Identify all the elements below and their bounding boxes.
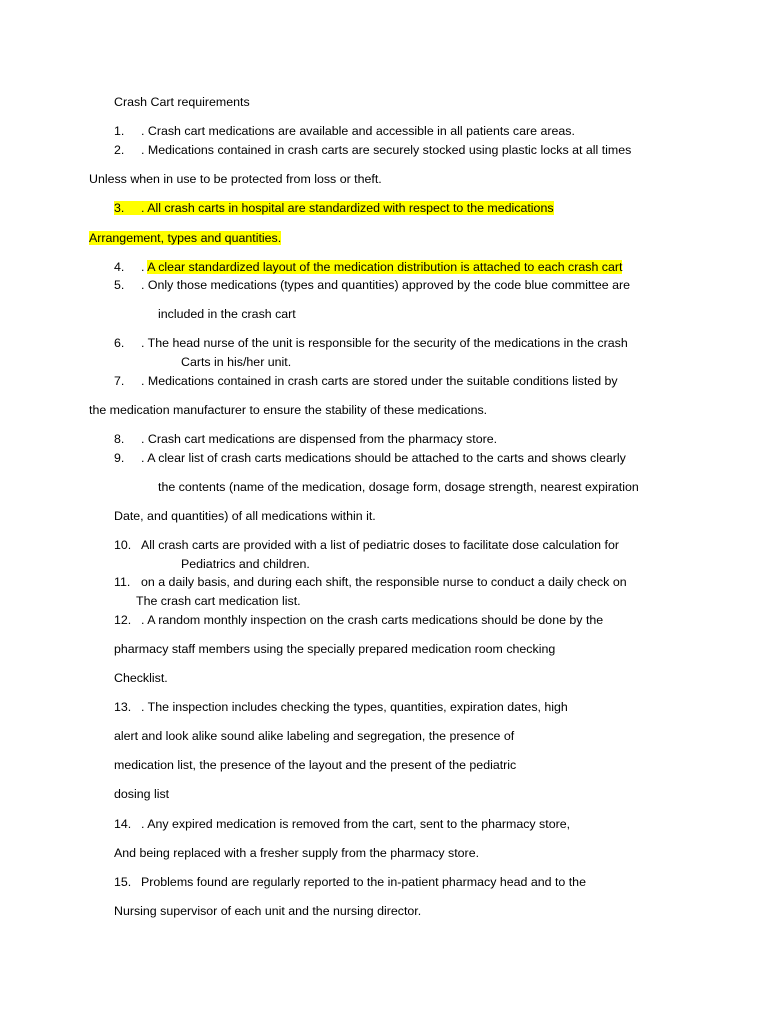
list-item (114, 277, 630, 293)
item-text: . Medications contained in crash carts are stored under the suitable conditions listed by (141, 374, 618, 388)
item-continuation: the medication manufacturer to ensure the stability of these medications. (89, 403, 488, 417)
item-continuation: The crash cart medication list. (136, 594, 301, 608)
item-text: . Crash cart medications are dispensed from the pharmacy store. (141, 432, 498, 446)
item-number: 12. (114, 613, 132, 627)
item-continuation: Nursing supervisor of each unit and the nursing director. (114, 904, 422, 918)
item-number: 1. (114, 124, 125, 138)
list-item (114, 612, 603, 628)
list-item (114, 537, 619, 553)
item-text: . Medications contained in crash carts are securely stocked using plastic locks at all times (141, 143, 632, 157)
item-continuation: medication list, the presence of the layout and the present of the pediatric (114, 758, 517, 772)
list-item (114, 373, 618, 389)
item-continuation: And being replaced with a fresher supply from the pharmacy store. (114, 846, 480, 860)
item-number: 3. (114, 201, 125, 215)
item-text: . A random monthly inspection on the crash carts medications should be done by the (141, 613, 604, 627)
item-text: . Only those medications (types and quantities) approved by the code blue committee are (141, 278, 631, 292)
item-continuation (89, 230, 281, 246)
item-number: 7. (114, 374, 125, 388)
item-number: 15. (114, 875, 132, 889)
list-item (114, 200, 554, 216)
page-title: Crash Cart requirements (114, 95, 250, 109)
item-number: 11. (114, 575, 131, 589)
item-text: . Any expired medication is removed from the cart, sent to the pharmacy store, (141, 817, 571, 831)
list-item (114, 123, 575, 139)
item-number: 10. (114, 538, 132, 552)
item-continuation: dosing list (114, 787, 170, 801)
item-number: 9. (114, 451, 125, 465)
highlighted-text: A clear standardized layout of the medication distribution is attached to each crash cart (147, 260, 623, 274)
list-item (114, 142, 631, 158)
list-item (114, 574, 627, 590)
highlighted-text (114, 201, 554, 215)
item-number: 4. (114, 260, 125, 274)
item-continuation: the contents (name of the medication, dosage form, dosage strength, nearest expiration (158, 480, 639, 494)
list-item (114, 335, 628, 351)
item-text: . (141, 260, 148, 274)
item-continuation: Carts in his/her unit. (181, 355, 292, 369)
item-number: 2. (114, 143, 125, 157)
item-text: All crash carts are provided with a list of pediatric doses to facilitate dose calculation for (141, 538, 619, 552)
list-item (114, 259, 622, 275)
item-number: 13. (114, 700, 132, 714)
item-continuation: included in the crash cart (158, 307, 296, 321)
item-continuation: Pediatrics and children. (181, 557, 310, 571)
item-number: 14. (114, 817, 132, 831)
list-item (114, 874, 586, 890)
item-text: . All crash carts in hospital are standardized with respect to the medications (141, 201, 554, 215)
item-text: on a daily basis, and during each shift, the responsible nurse to conduct a daily check on (141, 575, 627, 589)
item-text: Problems found are regularly reported to the in-patient pharmacy head and to the (141, 875, 586, 889)
item-number: 6. (114, 336, 125, 350)
item-number: 8. (114, 432, 125, 446)
list-item (114, 431, 497, 447)
list-item (114, 450, 626, 466)
list-item (114, 699, 568, 715)
item-text: . A clear list of crash carts medications should be attached to the carts and shows clearly (141, 451, 626, 465)
item-continuation: Checklist. (114, 671, 168, 685)
item-text: . The head nurse of the unit is responsible for the security of the medications in the crash (141, 336, 628, 350)
item-text: . The inspection includes checking the types, quantities, expiration dates, high (141, 700, 568, 714)
item-continuation: pharmacy staff members using the specially prepared medication room checking (114, 642, 556, 656)
item-text: . Crash cart medications are available and accessible in all patients care areas. (141, 124, 575, 138)
item-continuation: Unless when in use to be protected from loss or theft. (89, 172, 382, 186)
item-continuation: Date, and quantities) of all medications within it. (114, 509, 376, 523)
list-item (114, 816, 570, 832)
item-continuation: alert and look alike sound alike labeling and segregation, the presence of (114, 729, 515, 743)
highlighted-text: Arrangement, types and quantities. (89, 231, 282, 245)
item-number: 5. (114, 278, 125, 292)
